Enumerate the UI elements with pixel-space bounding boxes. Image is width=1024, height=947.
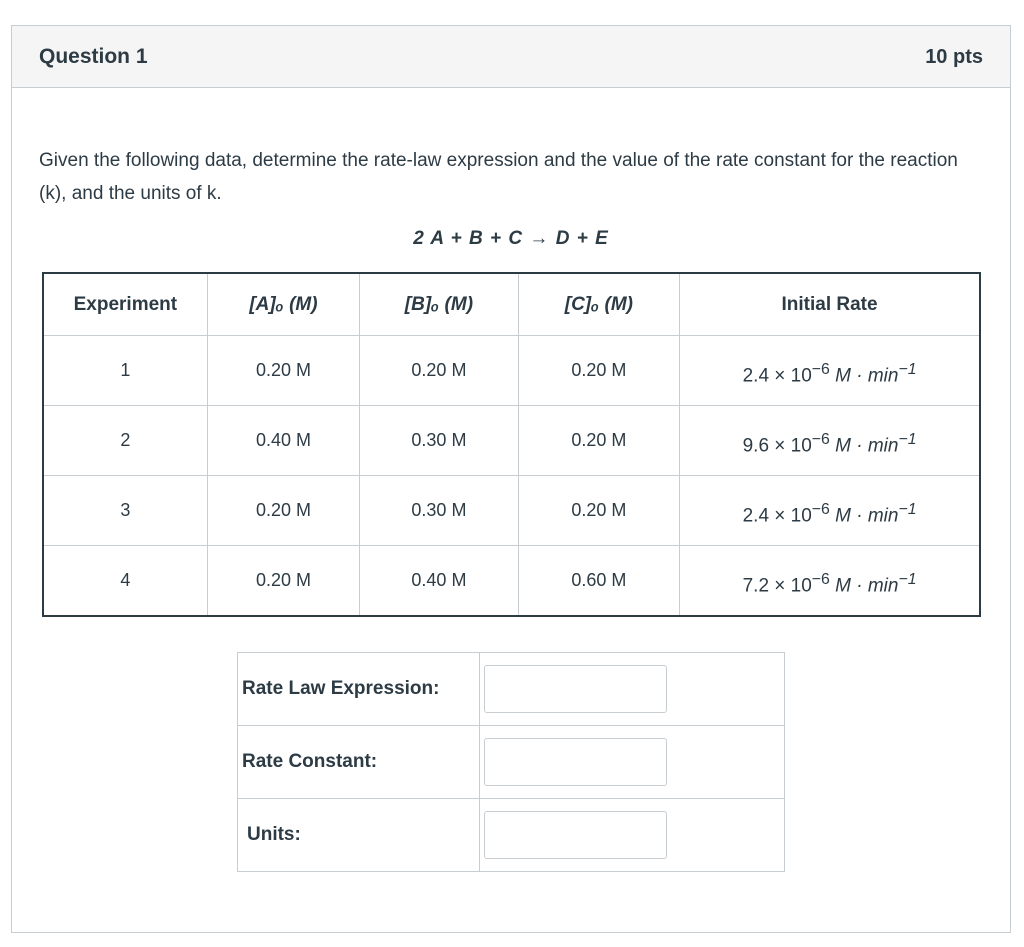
units-input[interactable]	[484, 811, 667, 859]
cell-rate	[680, 546, 980, 617]
question-title: Question 1	[39, 45, 148, 68]
cell-experiment: 1	[43, 336, 207, 406]
rate-law-input[interactable]	[484, 665, 667, 713]
answer-table	[237, 652, 785, 872]
rate-unit-exponent: −1	[898, 571, 917, 589]
cell-a: 0.40 M	[207, 406, 359, 476]
rate-unit-exponent: −1	[898, 361, 917, 379]
reaction-equation: 2 A + B + C → D + E	[413, 228, 609, 249]
cell-b: 0.40 M	[360, 546, 518, 617]
rate-law-label: Rate Law Expression:	[238, 653, 480, 726]
rate-exponent: −6	[811, 501, 830, 519]
cell-rate	[680, 406, 980, 476]
rate-unit: M · min	[829, 505, 899, 527]
rate-exponent: −6	[811, 571, 830, 589]
cell-b: 0.20 M	[360, 336, 518, 406]
cell-a: 0.20 M	[207, 546, 359, 617]
cell-experiment: 2	[43, 406, 207, 476]
cell-c: 0.20 M	[518, 476, 679, 546]
cell-experiment: 3	[43, 476, 207, 546]
rate-unit: M · min	[829, 575, 899, 597]
units-label: Units:	[238, 799, 480, 872]
table-header-row	[43, 273, 980, 336]
rate-unit: M · min	[829, 435, 899, 457]
answer-row-rate-constant	[238, 726, 785, 799]
question-card	[11, 25, 1011, 933]
kinetics-data-table	[42, 272, 981, 617]
cell-c: 0.20 M	[518, 406, 679, 476]
rate-exponent: −6	[811, 361, 830, 379]
table-row	[43, 476, 980, 546]
rate-value: 7.2 × 10	[742, 575, 812, 597]
rate-constant-input-cell	[479, 726, 784, 799]
cell-b: 0.30 M	[360, 476, 518, 546]
cell-experiment: 4	[43, 546, 207, 617]
cell-rate	[680, 336, 980, 406]
header-initial-rate: Initial Rate	[680, 273, 980, 336]
cell-c: 0.20 M	[518, 336, 679, 406]
question-points: 10 pts	[925, 46, 983, 68]
rate-value: 9.6 × 10	[742, 435, 812, 457]
question-prompt: Given the following data, determine the rate-law expression and the value of the rate constant for the reaction (k), and the units of k.	[39, 150, 958, 204]
rate-constant-input[interactable]	[484, 738, 667, 786]
header-experiment: Experiment	[43, 273, 207, 336]
question-header	[12, 26, 1010, 88]
header-b-concentration: [B]ₒ (M)	[360, 273, 518, 336]
cell-b: 0.30 M	[360, 406, 518, 476]
answer-row-rate-law	[238, 653, 785, 726]
rate-unit-exponent: −1	[898, 501, 917, 519]
rate-exponent: −6	[811, 431, 830, 449]
table-row	[43, 336, 980, 406]
cell-a: 0.20 M	[207, 336, 359, 406]
rate-constant-label: Rate Constant:	[238, 726, 480, 799]
header-c-concentration: [C]ₒ (M)	[518, 273, 679, 336]
cell-rate	[680, 476, 980, 546]
rate-value: 2.4 × 10	[742, 365, 812, 387]
rate-law-input-cell	[479, 653, 784, 726]
table-row	[43, 546, 980, 617]
answer-row-units	[238, 799, 785, 872]
units-input-cell	[479, 799, 784, 872]
rate-unit-exponent: −1	[898, 431, 917, 449]
cell-c: 0.60 M	[518, 546, 679, 617]
table-row	[43, 406, 980, 476]
rate-unit: M · min	[829, 365, 899, 387]
header-a-concentration: [A]ₒ (M)	[207, 273, 359, 336]
cell-a: 0.20 M	[207, 476, 359, 546]
rate-value: 2.4 × 10	[742, 505, 812, 527]
